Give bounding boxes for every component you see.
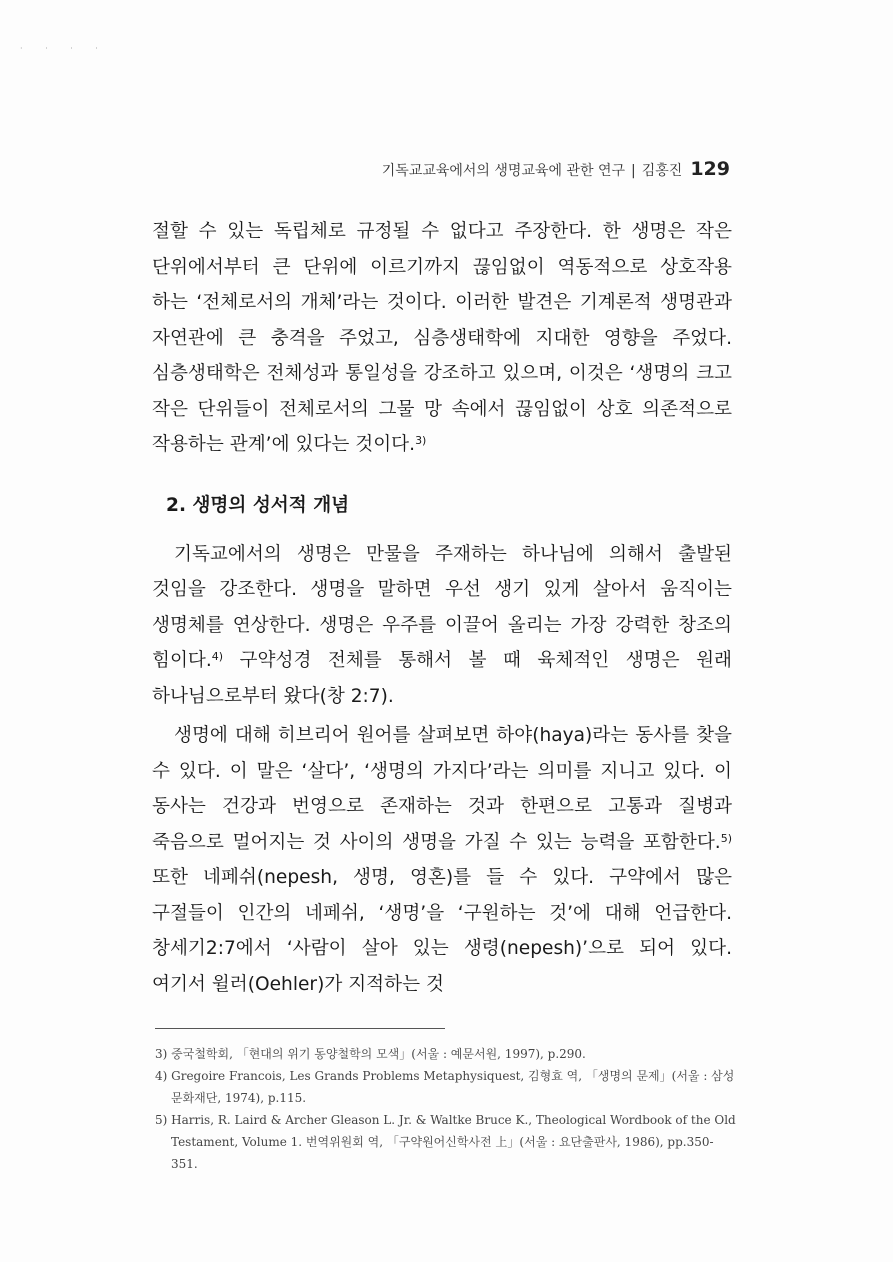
paragraph-1-text: 절할 수 있는 독립체로 규정될 수 없다고 주장한다. 한 생명은 작은 단위에서부터 큰 단위에 이르기까지 끊임없이 역동적으로 상호작용 하는 ‘전체로서의 개체’라는 것이다. 이러한 발견은 기계론적 생명관과 자연관에 큰 충격을 주었고, 심층생태학에 지대한 영향을 주었다. 심층생태학은 전체성과 통일성을 강조하고 있으며, 이것은 ‘생명의 크고 작은 단위들이 전체로서의 그물 망 속에서 끊임없이 상호 의존적으로 작용하는 관계’에 있다는 것이다. xyxy=(152,221,732,455)
footnote-ref-3: 3) xyxy=(415,434,427,447)
header-author: 김홍진 xyxy=(641,163,683,179)
paragraph-2 xyxy=(152,537,732,715)
footnote-ref-5: 5) xyxy=(720,831,732,845)
running-header xyxy=(300,158,730,180)
body-text xyxy=(152,214,732,1002)
paragraph-3 xyxy=(152,718,732,1002)
paragraph-1 xyxy=(152,214,732,463)
paragraph-3-text-a: 생명에 대해 히브리어 원어를 살펴보면 하야(haya)라는 동사를 찾을 수 있다. 이 말은 ‘살다’, ‘생명의 가지다’라는 의미를 지니고 있다. 이 동사는 건강과 번영으로 존재하는 것과 한편으로 고통과 질병과 죽음으로 멀어지는 것 사이의 생명을 가질 수 있는 능력을 포함한다. xyxy=(152,725,732,853)
scan-marks: · · · · xyxy=(20,44,108,53)
page-number: 129 xyxy=(690,158,730,180)
footnote-5: 5) Harris, R. Laird & Archer Gleason L. Jr. & Waltke Bruce K., Theological Wordbook of the Old Testament, Volume 1. 번역위원회 역, 「구약원어신학사전 上」(서울 : 요단출판사, 1986), pp.350-351. xyxy=(155,1113,736,1171)
header-separator: | xyxy=(631,163,636,179)
paragraph-3-text-b: 또한 네페쉬(nepesh, 생명, 영혼)를 들 수 있다. 구약에서 많은 구절들이 인간의 네페쉬, ‘생명’을 ‘구원하는 것’에 대해 언급한다. 창세기2:7에서 ‘사람이 살아 있는 생령(nepesh)’으로 되어 있다. 여기서 윌러(Oehler)가 지적하는 것 xyxy=(152,867,732,995)
footnote-4: 4) Gregoire Francois, Les Grands Problems Metaphysiquest, 김형효 역, 「생명의 문제」(서울 : 삼성문화재단, 1974), p.115. xyxy=(155,1069,735,1105)
footnote-3: 3) 중국철학회, 「현대의 위기 동양철학의 모색」(서울 : 예문서원, 1997), p.290. xyxy=(155,1047,586,1061)
header-title: 기독교교육에서의 생명교육에 관한 연구 xyxy=(381,163,626,179)
paragraph-2-text-b: 구약성경 전체를 통해서 볼 때 육체적인 생명은 원래 하나님으로부터 왔다(창 2:7). xyxy=(152,650,732,707)
section-heading: 2. 생명의 성서적 개념 xyxy=(166,494,350,516)
footnotes xyxy=(155,1043,740,1175)
footnote-divider xyxy=(155,1028,445,1029)
footnote-ref-4: 4) xyxy=(211,650,224,663)
paragraph-2-text-a: 기독교에서의 생명은 만물을 주재하는 하나님에 의해서 출발된 것임을 강조한다. 생명을 말하면 우선 생기 있게 살아서 움직이는 생명체를 연상한다. 생명은 우주를 이끌어 올리는 가장 강력한 창조의 힘이다. xyxy=(152,543,732,671)
